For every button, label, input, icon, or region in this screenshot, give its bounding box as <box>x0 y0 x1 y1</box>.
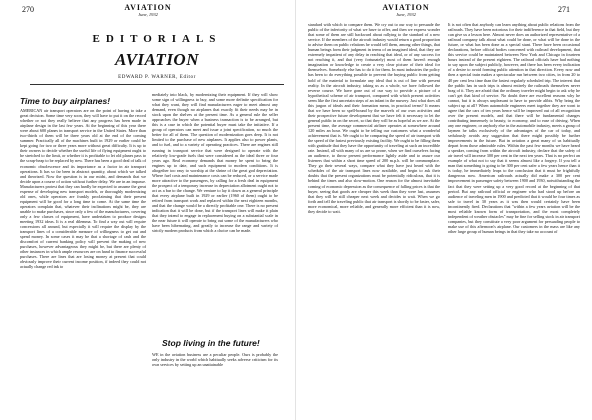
article-body-3: standard with which to compare them. We cry out to our way to persuade the public of the inferiority of what we have to offer, and then we express wonder that some of them are still backward about rallying to the standard of a new service. If the members of the aircraft industry would return a good proportion to advise them on public relations he would tell them, among other things, that human beings form their judgment in terms of an imagined ideal, that they are extremely impatient of any delay in reaching that ideal, or of any success for not reaching it, and that (very fortunately) most of them haven't enough imagination or knowledge to create a very clear picture of their ideal for themselves. Somebody else has to do it for them. In most industries the policy has been to do everything possible to prevent the buying public from getting hold of the material to formulate any ideal that is out of line with present reality. In the aircraft industry, taking us as a whole, we have followed the reverse course. We have gone out of our way to provide a picture of a hypothetical scheme of air transport, compared with which present activities seem like the first uncertain steps of an infant in the nursery. Just what does all this jargon of ideals and their formation mean, in practical terms? It means that we have been so spell-bound by the marvels of our own activities and their prospective future development that we have felt it necessary to let the general public in on the secret, so that they will be as hopeful as we are. At the present time, the average commercial airliner operates at somewhere around 120 miles an hour. We ought to be telling our customers what a wonderful achievement that is. We ought to be comparing the speed of air transport with the speed of the fastest previously existing facility. We ought to be filling them with gratitude that they have the opportunity of traveling at such an incredible rate. Instead, all with many of us are so prone, when we find ourselves facing an audience, to throw present performance lightly aside and to assure our listeners that within a short time speed of 200 m.p.h. will be commonplace. They go their several ways, compare what they have just heard with the schedules of the air transport lines now available, and begin to ask their doubts that the present organizations must be potentially ridiculous, that it is behind the times and also slow-motion. One reason for the almost inevitable coming of economic depression as the consequence of falling prices is that the buyer, seeing that goods are cheaper this week than they were last, assumes that they will be still cheaper next week and decides to wait. When we go forth and tell the traveling public that air transport is shortly to be faster, safer, more economical, more reliable, and generally more efficient than it is now, they decide to wait. <box>308 22 440 214</box>
running-header <box>98 3 198 17</box>
article-column-3 <box>308 22 440 418</box>
article-column-2b <box>152 352 278 416</box>
page-number: 271 <box>558 5 570 14</box>
running-header <box>356 3 456 17</box>
running-title: AVIATION <box>382 3 430 12</box>
running-title: AVIATION <box>124 3 172 12</box>
headline-stop-living: Stop living in the future! <box>162 338 260 348</box>
running-date: June, 1932 <box>396 12 416 17</box>
running-date: June, 1932 <box>138 12 158 17</box>
header-rule <box>30 84 284 85</box>
headline-time-to-buy: Time to buy airplanes! <box>20 96 111 106</box>
article-column-2 <box>152 92 278 334</box>
article-body-2b: WE in the aviation business are a peculiar people. Ours is probably the only industry in the world which habitually seeks adverse criticism for its own services by setting up an unattainable <box>152 352 278 368</box>
right-page <box>296 0 592 420</box>
section-label: EDITORIALS <box>92 33 222 45</box>
article-body-2: mediately into black, by modernizing their equipment. If they will show some sign of willingness to buy, and some more definite specification for what they want, they will find manufacturers eager to meet almost any demand, even though no airplanes that exactly fit their needs may be in stock upon the shelves at the present time. As a general rule the seller approaches the buyer when a business transaction is to be arranged, but this is a case in which the potential buyer must take the initiative. If a group of operators can meet and issue a joint specification, so much the better for all of them. The question of modernization goes deep. It is not limited to the purchase of new airplanes. It applies also to power plants, and to fuel, and to a variety of operating practices. There are engines still running in transport service that were designed to operate with the relatively low-grade fuels that were considered as the ideal three or four years ago. Real economy demands that money be spent to bring the engines up to date, and such equipment to modern conditions. It is altogether too easy to worship at the shrine of the great god depreciation. Where fuel costs and maintenance costs can be reduced, or a service made more attractive to the passengers, by calling for a fresh deal in equipment the prospect of a temporary increase in depreciation allotment ought not to act as a bar to the change. We venture to lay it down as a general principle that every airplane built in 1929 or earlier (1960 of them) ought to be retired from transport work and replaced within the next eighteen months, and that the change would be a directly profitable one. There is no present indication that it will be done, but if the transport lines will make it plain that they intend to engage in replacement buying on a substantial scale in the near future it will operate to bring out some of the manufacturers who have been hibernating, and greatly to increase the range and variety of strictly modern products from which a choice can be made. <box>152 92 278 234</box>
page-number: 270 <box>22 5 34 14</box>
masthead-logo: AVIATION <box>115 50 199 69</box>
editor-line: EDWARD P. WARNER, Editor <box>118 75 196 80</box>
article-body-1: AMERICAN air transport operators are on the point of having to take a great decision. Some time very soon, they will have to put it on the record whether or not they really believe that any progress has been made in airplane design in the last few years. At the beginning of this year there were about 600 planes in transport service in the United States. More than two-thirds of them will be three years old at the end of the coming summer. Practically all of the machines built in 1929 or earlier could be kept going for two or three years more without great difficulty. It is up to their owners to decide whether the useful life of flying equipment ought to be stretched to the limit, or whether it is profitable to let old planes pass to the scrap-heap to be replaced by new. There has been a good deal of talk of economic obsolescence and its importance as a factor in air transport operations. It has so far been in abstract quantity, about which we talked and theorized. Now the question is in our midst, and demands that we decide upon a course of action without further delay. We are in an impasse. Manufacturers protest that they can hardly be expected to assume the great expense of developing new transport models, or thoroughly modernizing old ones, while operators are frankly proclaiming that their present equipment will be good for a long time to come. At the same time the operators complain that, whatever their inclinations might be, they are unable to make purchases, since only a few of the manufacturers, covering only a few classes of equipment, have undertaken to produce designs meeting 1932 ideas. It is a real dilemma. To find a way out will require concessions all around, but especially it will require the display by the transport lines of a considerable measure of willingness to get out and spend money. In some cases it may be that a shortage of cash and the discomfort of current banking policy will prevent the making of new purchases, however advantageous they might be, but there are plenty of other instances in which ample resources are on hand to finance successful purchases. There are lines that are losing money at present that could obviously improve their current income position, if indeed they could not actually change red ink to <box>20 108 146 270</box>
article-column-4 <box>448 22 580 418</box>
article-column-1 <box>20 108 146 418</box>
article-body-4: It is not often that anybody can learn anything about public relations from the railroads. They have been notorious for their indifference in that field, but they can give us a lesson here. Almost never does an authorized representative of a railroad company talk about what could be done, or what will be done in the future, or what has been done as a special stunt. There have been occasional declarations, before official bodies concerned with railroad development, that this service could be maintained between New York and Chicago in fourteen hours instead of the present eighteen. The railroad officials have had nothing to say upon the subject publicly, however, and there has been every indication of a desire to avoid forming public attention in that direction. Every now and then a special train makes a spectacular run between two cities, in from 20 to 40 per cent less time than the fastest regularly scheduled trip. The interest that the public has in such trips is almost entirely the railroads themselves never brag of it. They are afraid that the ordinary traveler might begin to ask why he can't get that kind of service. No doubt there are excellent reasons why he cannot, but it is always unpleasant to have to provide alibis. Why bring the subject up at all? When automobile engineers meet together they are wont to agree that the cars of ten years hence will be improved out of all recognition over the present models, and that there will be fundamental changes contributing immensely to beauty, to economy, and to ease of driving. When any one engineer, or anybody else in the automobile industry, meets a group of laymen he talks exclusively of the advantages of the car of today, and sedulously avoids any suggestion that there might possibly be further improvements in the future. But in aviation a great many of us habitually depart from those admirable rules. Within the past few months we have heard a speaker, coming from within the aircraft industry, declare that the safety of air travel will increase 300 per cent in the next ten years. That is no perfect an example of what not to say that it seems almost like a forgery. If you tell a man that something is going to be 300 per cent safer a few years hence than it is today, he immediately leaps to the conclusion that it must be frightfully dangerous now. American railroads actually did make a 300 per cent improvement in passenger safety between 1900 and 1930, notwithstanding the fact that they were setting up a very good record at the beginning of that period. But any railroad official or engineer who had stood up before an audience of traveling men in 1900 and predicted that it would be four times as safe to travel in 30 years as it was then would certainly have been incontinently fired. Declarations that "within a few years aviation will be the most reliable known form of transportation, and the most completely independent of weather obstacles" may be fine for selling stock in air transport companies, but they constitute a very poor argument for persuading people to make use of this afternoon's airplane. Our customers in the mass are like any other large group of human beings in that they take no account of <box>448 22 581 234</box>
